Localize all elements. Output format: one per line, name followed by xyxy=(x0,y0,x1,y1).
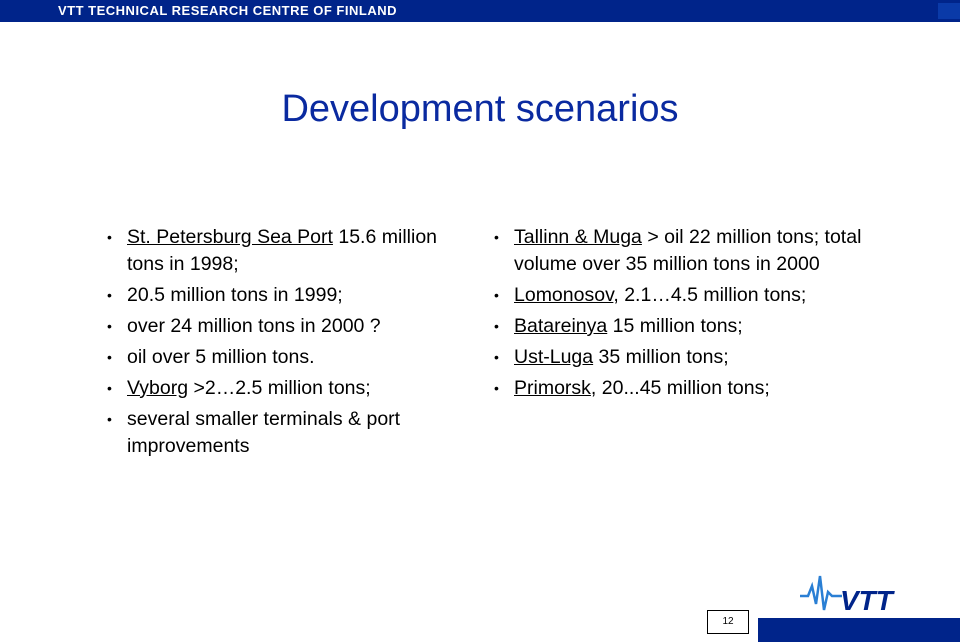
list-item: • Lomonosov, 2.1…4.5 million tons; xyxy=(494,284,807,306)
item-text: 15.6 million tons in 1998; xyxy=(127,226,438,275)
link-text[interactable]: Batareinya xyxy=(514,315,608,337)
header-accent xyxy=(938,3,960,19)
item-text: , 20...45 million tons; xyxy=(590,377,770,399)
item-text: 20.5 million tons in 1999; xyxy=(127,284,343,306)
item-text: 35 million tons; xyxy=(593,346,729,368)
link-text[interactable]: Vyborg xyxy=(127,377,189,399)
right-bullet-list xyxy=(490,224,870,406)
link-text[interactable]: Ust-Luga xyxy=(514,346,594,368)
header-bar xyxy=(0,0,960,22)
item-text: oil over 5 million tons. xyxy=(127,346,315,368)
item-text: >2…2.5 million tons; xyxy=(188,377,371,399)
list-item: • over 24 million tons in 2000 ? xyxy=(107,315,381,337)
list-item: • 20.5 million tons in 1999; xyxy=(107,284,343,306)
vtt-wave-logo-icon xyxy=(798,572,918,616)
org-name: VTT TECHNICAL RESEARCH CENTRE OF FINLAND xyxy=(58,3,397,18)
left-bullet-list xyxy=(103,224,448,464)
link-text[interactable]: St. Petersburg Sea Port xyxy=(127,226,333,248)
list-item: • several smaller terminals & port improvements xyxy=(107,408,401,457)
page-number: 12 xyxy=(707,610,749,634)
list-item: • Tallinn & Muga > oil 22 million tons; total volume over 35 million tons in 2000 xyxy=(494,226,862,275)
item-text: 15 million tons; xyxy=(607,315,743,337)
list-item: • Ust-Luga 35 million tons; xyxy=(494,346,729,368)
item-text: , 2.1…4.5 million tons; xyxy=(613,284,807,306)
list-item: • St. Petersburg Sea Port 15.6 million tons in 1998; xyxy=(107,226,438,275)
link-text[interactable]: Primorsk xyxy=(514,377,591,399)
item-text: over 24 million tons in 2000 ? xyxy=(127,315,381,337)
list-item: • Batareinya 15 million tons; xyxy=(494,315,743,337)
slide-title: Development scenarios xyxy=(281,88,679,130)
list-item: • Primorsk, 20...45 million tons; xyxy=(494,377,770,399)
item-text: several smaller terminals & port improvements xyxy=(127,408,401,457)
logo-text: VTT xyxy=(840,585,893,616)
link-text[interactable]: Tallinn & Muga xyxy=(514,226,642,248)
footer-bar xyxy=(758,618,960,642)
item-text: > oil 22 million tons; total volume over 35 million tons in 2000 xyxy=(514,226,862,275)
list-item: • Vyborg >2…2.5 million tons; xyxy=(107,377,371,399)
link-text[interactable]: Lomonosov xyxy=(514,284,614,306)
list-item: • oil over 5 million tons. xyxy=(107,346,315,368)
